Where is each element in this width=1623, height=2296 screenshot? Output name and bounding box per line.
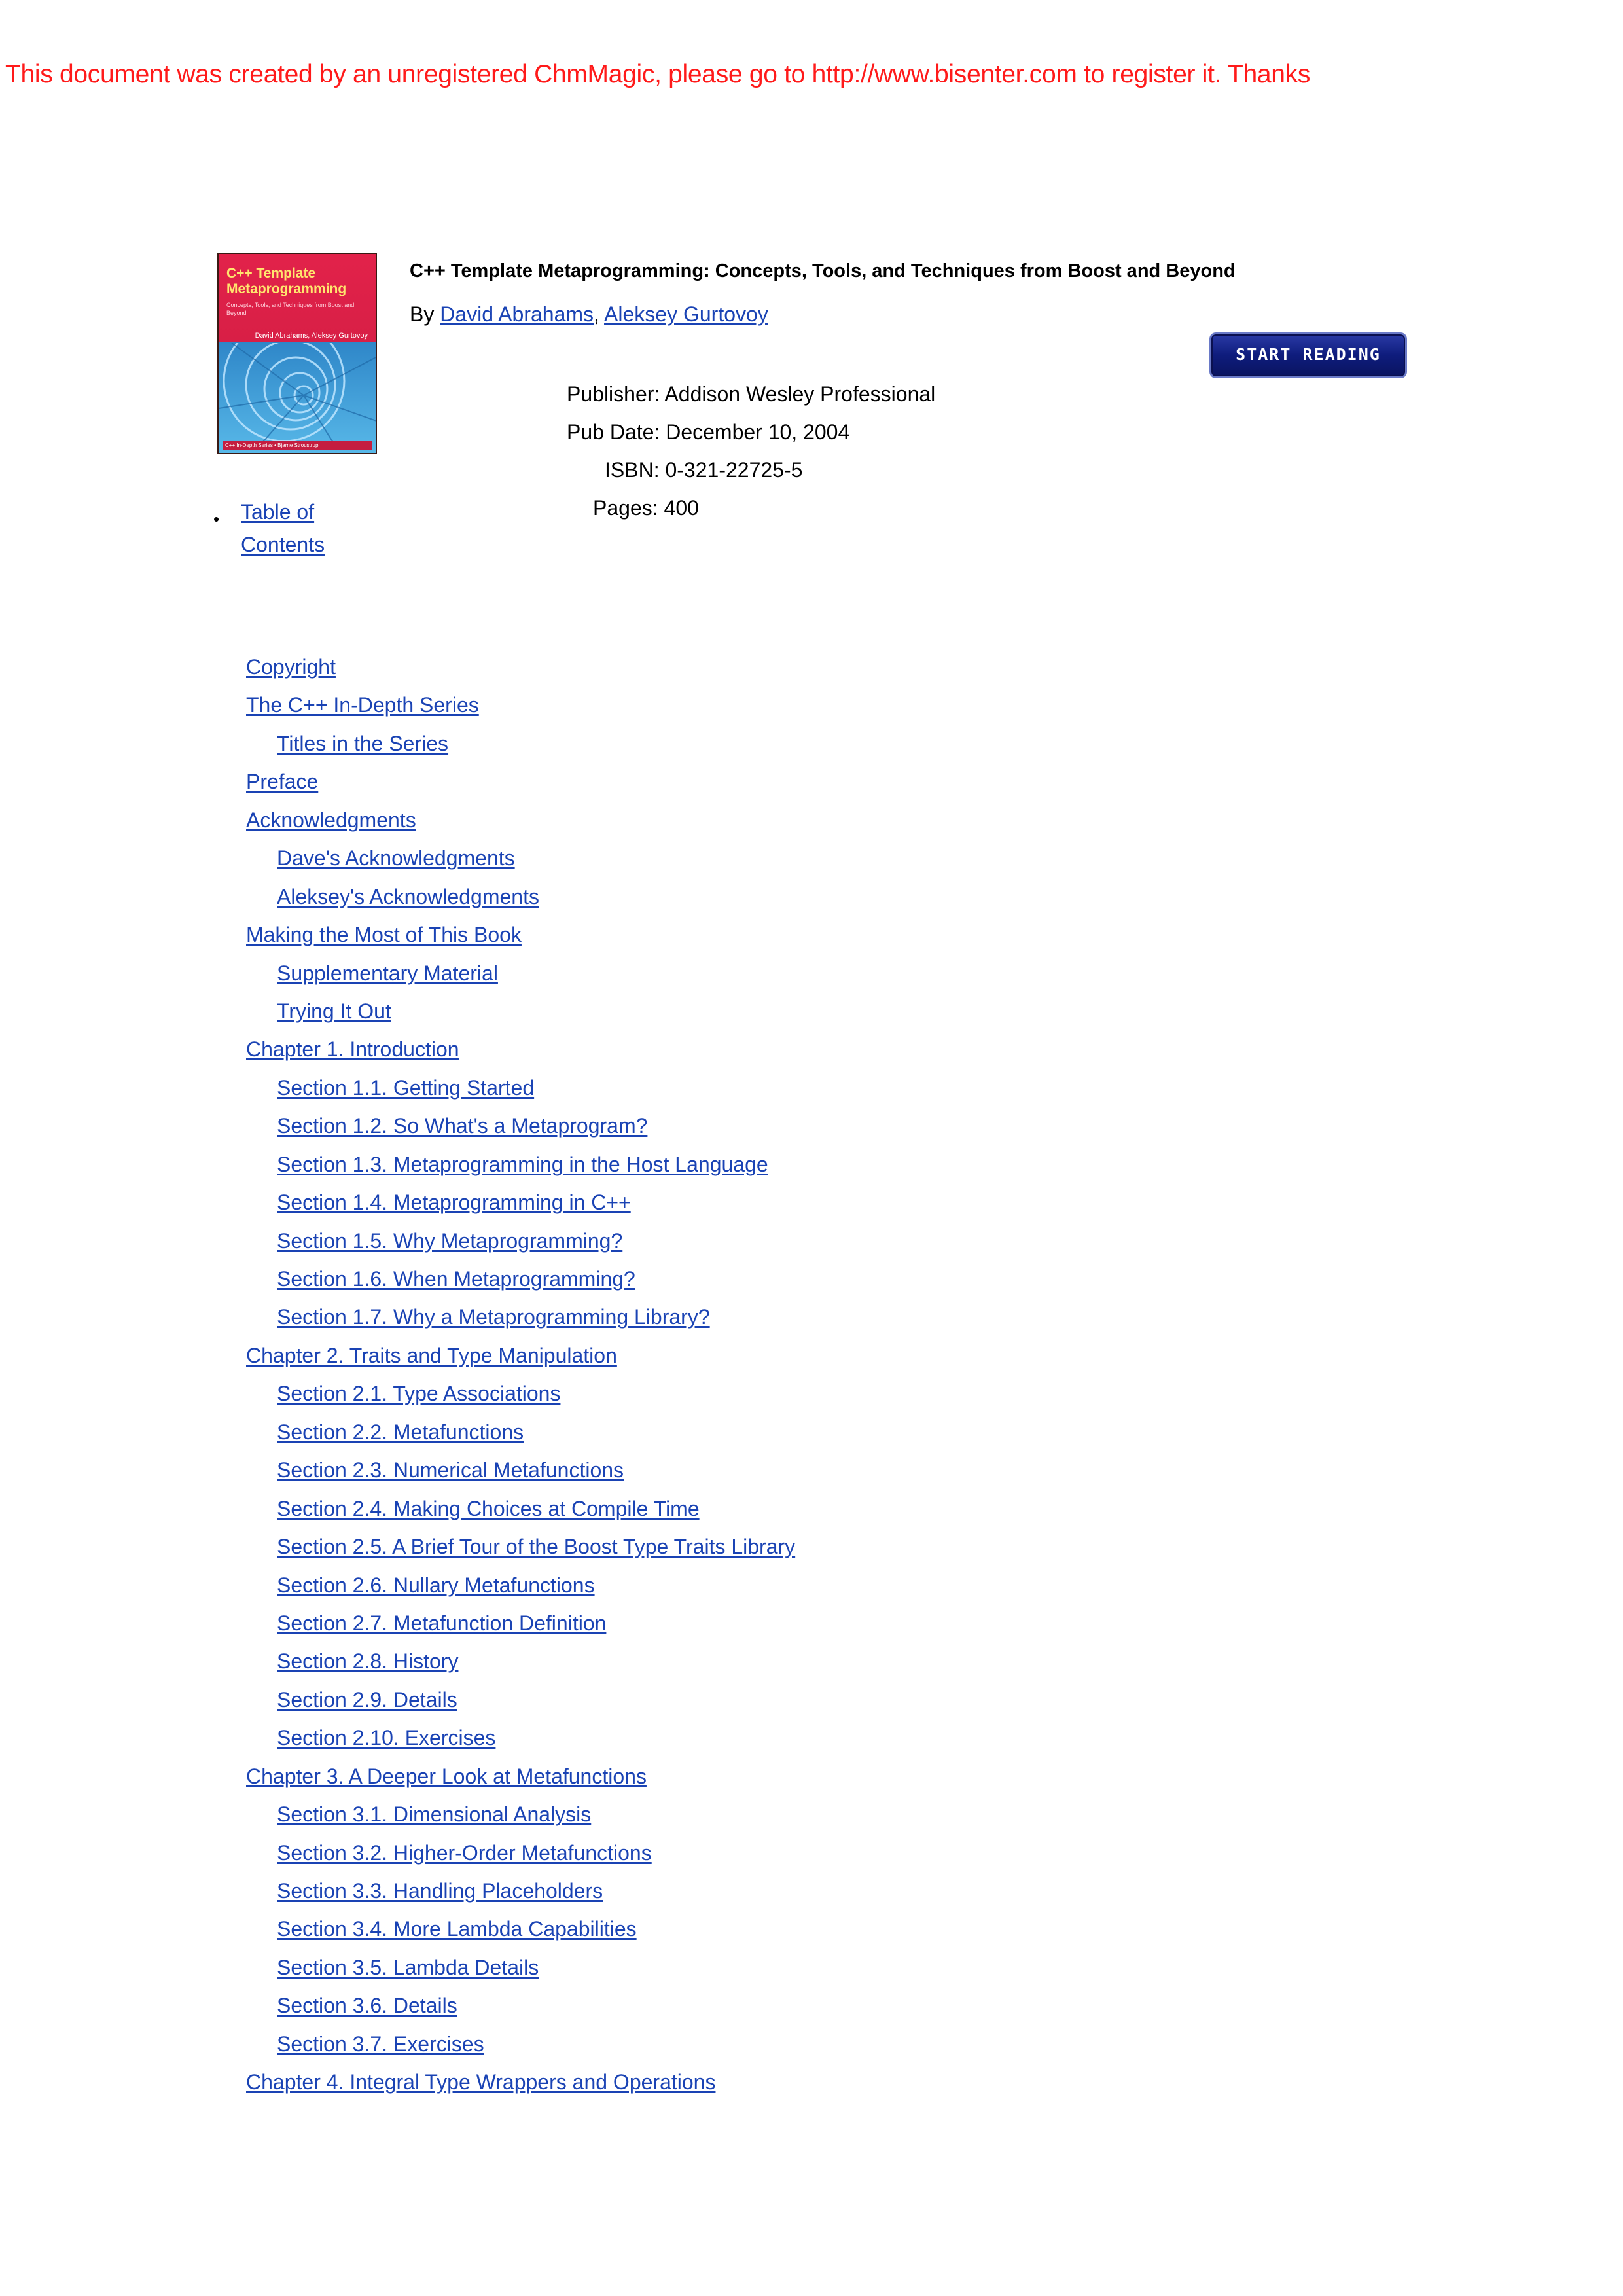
toc-entry-link[interactable]: Section 3.5. Lambda Details	[277, 1955, 539, 1979]
toc-item	[246, 1265, 795, 1303]
toc-item	[246, 1609, 795, 1647]
author-separator: ,	[594, 302, 599, 326]
toc-item	[246, 1456, 795, 1494]
toc-item	[246, 1418, 795, 1456]
toc-item	[246, 960, 795, 997]
toc-entry-link[interactable]: Making the Most of This Book	[246, 923, 522, 947]
isbn-row	[605, 458, 802, 482]
toc-entry-link[interactable]: The C++ In-Depth Series	[246, 693, 479, 717]
toc-entry-link[interactable]: Section 1.4. Metaprogramming in C++	[277, 1191, 631, 1215]
toc-entry-link[interactable]: Section 2.9. Details	[277, 1687, 457, 1712]
toc-item	[246, 921, 795, 959]
author-byline	[410, 302, 768, 327]
toc-item	[246, 1992, 795, 2030]
toc-item	[246, 1151, 795, 1189]
toc-link-line-2[interactable]: Contents	[241, 533, 325, 556]
toc-item	[246, 844, 795, 882]
cover-title: C++ Template Metaprogramming	[226, 266, 347, 296]
toc-entry-link[interactable]: Section 3.6. Details	[277, 1994, 457, 2018]
toc-entry-link[interactable]: Dave's Acknowledgments	[277, 846, 515, 870]
toc-entry-link[interactable]: Section 2.10. Exercises	[277, 1726, 496, 1750]
toc-item	[246, 1839, 795, 1877]
publisher-row	[567, 382, 935, 406]
toc-entry-link[interactable]: Chapter 1. Introduction	[246, 1037, 459, 1062]
toc-item	[246, 653, 795, 691]
toc-item	[246, 1495, 795, 1533]
toc-item	[246, 730, 795, 768]
toc-item	[246, 997, 795, 1035]
toc-item	[246, 1877, 795, 1915]
toc-item	[246, 1112, 795, 1150]
toc-item	[246, 1035, 795, 1073]
toc-item	[246, 1380, 795, 1418]
pubdate-row	[567, 420, 849, 444]
author-link-aleksey-gurtovoy[interactable]: Aleksey Gurtovoy	[604, 302, 768, 326]
pubdate-value: December 10, 2004	[666, 420, 850, 444]
start-reading-button[interactable]: START READING	[1209, 332, 1407, 378]
book-cover-image	[217, 253, 377, 454]
toc-item	[246, 883, 795, 921]
toc-entry-link[interactable]: Section 2.1. Type Associations	[277, 1382, 561, 1406]
toc-item	[246, 1342, 795, 1380]
cover-subtitle: Concepts, Tools, and Techniques from Boost and Beyond	[226, 302, 355, 316]
toc-item	[246, 1763, 795, 1801]
toc-entry-link[interactable]: Preface	[246, 770, 319, 794]
toc-entry-link[interactable]: Section 3.4. More Lambda Capabilities	[277, 1917, 637, 1941]
toc-entry-link[interactable]: Acknowledgments	[246, 808, 416, 832]
cover-authors: David Abrahams, Aleksey Gurtovoy	[255, 332, 368, 340]
table-of-contents	[246, 653, 795, 2107]
toc-item	[246, 1533, 795, 1571]
toc-entry-link[interactable]: Section 1.2. So What's a Metaprogram?	[277, 1114, 648, 1138]
toc-entry-link[interactable]: Trying It Out	[277, 999, 391, 1023]
nautilus-shell-icon	[219, 343, 377, 448]
table-of-contents-link[interactable]	[241, 495, 325, 561]
toc-entry-link[interactable]: Section 1.1. Getting Started	[277, 1075, 535, 1100]
toc-entry-link[interactable]: Section 3.2. Higher-Order Metafunctions	[277, 1840, 652, 1865]
toc-entry-link[interactable]: Aleksey's Acknowledgments	[277, 884, 539, 908]
toc-entry-link[interactable]: Section 2.3. Numerical Metafunctions	[277, 1458, 624, 1482]
toc-entry-link[interactable]: Section 1.5. Why Metaprogramming?	[277, 1229, 623, 1253]
pubdate-label: Pub Date:	[567, 420, 660, 444]
toc-entry-link[interactable]: Titles in the Series	[277, 731, 449, 755]
book-title: C++ Template Metaprogramming: Concepts, Tools, and Techniques from Boost and Beyond	[410, 260, 1236, 281]
toc-item	[246, 1571, 795, 1609]
toc-item	[246, 768, 795, 806]
toc-entry-link[interactable]: Chapter 3. A Deeper Look at Metafunctions	[246, 1764, 647, 1788]
toc-entry-link[interactable]: Section 3.1. Dimensional Analysis	[277, 1803, 592, 1827]
author-link-david-abrahams[interactable]: David Abrahams	[440, 302, 594, 326]
toc-entry-link[interactable]: Supplementary Material	[277, 961, 498, 985]
pages-value: 400	[664, 496, 699, 520]
toc-item	[246, 1189, 795, 1227]
toc-item	[246, 1954, 795, 1992]
bullet-icon: •	[213, 509, 220, 529]
toc-entry-link[interactable]: Section 2.5. A Brief Tour of the Boost Type Traits Library	[277, 1535, 796, 1559]
toc-entry-link[interactable]: Chapter 2. Traits and Type Manipulation	[246, 1343, 617, 1367]
toc-entry-link[interactable]: Section 2.2. Metafunctions	[277, 1420, 524, 1444]
pages-row	[593, 496, 699, 520]
by-label: By	[410, 302, 435, 326]
isbn-value: 0-321-22725-5	[665, 458, 803, 482]
toc-item	[246, 2068, 795, 2106]
toc-item	[246, 1915, 795, 1953]
publisher-value: Addison Wesley Professional	[664, 382, 936, 406]
toc-item	[246, 1074, 795, 1112]
toc-entry-link[interactable]: Section 1.3. Metaprogramming in the Host Language	[277, 1152, 768, 1176]
toc-entry-link[interactable]: Section 2.8. History	[277, 1649, 459, 1674]
pages-label: Pages:	[593, 496, 658, 520]
toc-entry-link[interactable]: Section 2.7. Metafunction Definition	[277, 1611, 607, 1635]
cover-series: C++ In-Depth Series • Bjarne Stroustrup	[223, 441, 372, 450]
toc-item	[246, 1647, 795, 1685]
publisher-label: Publisher:	[567, 382, 660, 406]
toc-entry-link[interactable]: Section 1.7. Why a Metaprogramming Library?	[277, 1305, 710, 1329]
toc-entry-link[interactable]: Section 3.3. Handling Placeholders	[277, 1879, 603, 1903]
toc-link-line-1[interactable]: Table of	[241, 500, 315, 524]
unregistered-watermark: This document was created by an unregistered ChmMagic, please go to http://www.bisenter.com to register it. Thanks	[5, 60, 1311, 88]
toc-entry-link[interactable]: Chapter 4. Integral Type Wrappers and Operations	[246, 2070, 716, 2094]
toc-entry-link[interactable]: Section 2.4. Making Choices at Compile Time	[277, 1496, 700, 1520]
toc-item	[246, 691, 795, 729]
toc-item	[246, 1686, 795, 1724]
toc-item	[246, 2030, 795, 2068]
toc-item	[246, 1801, 795, 1839]
toc-item	[246, 1724, 795, 1762]
toc-entry-link[interactable]: Copyright	[246, 655, 336, 679]
isbn-label: ISBN:	[605, 458, 660, 482]
toc-entry-link[interactable]: Section 1.6. When Metaprogramming?	[277, 1267, 635, 1291]
toc-entry-link[interactable]: Section 2.6. Nullary Metafunctions	[277, 1573, 595, 1597]
toc-item	[246, 806, 795, 844]
toc-item	[246, 1227, 795, 1265]
toc-entry-link[interactable]: Section 3.7. Exercises	[277, 2032, 484, 2056]
toc-item	[246, 1303, 795, 1341]
